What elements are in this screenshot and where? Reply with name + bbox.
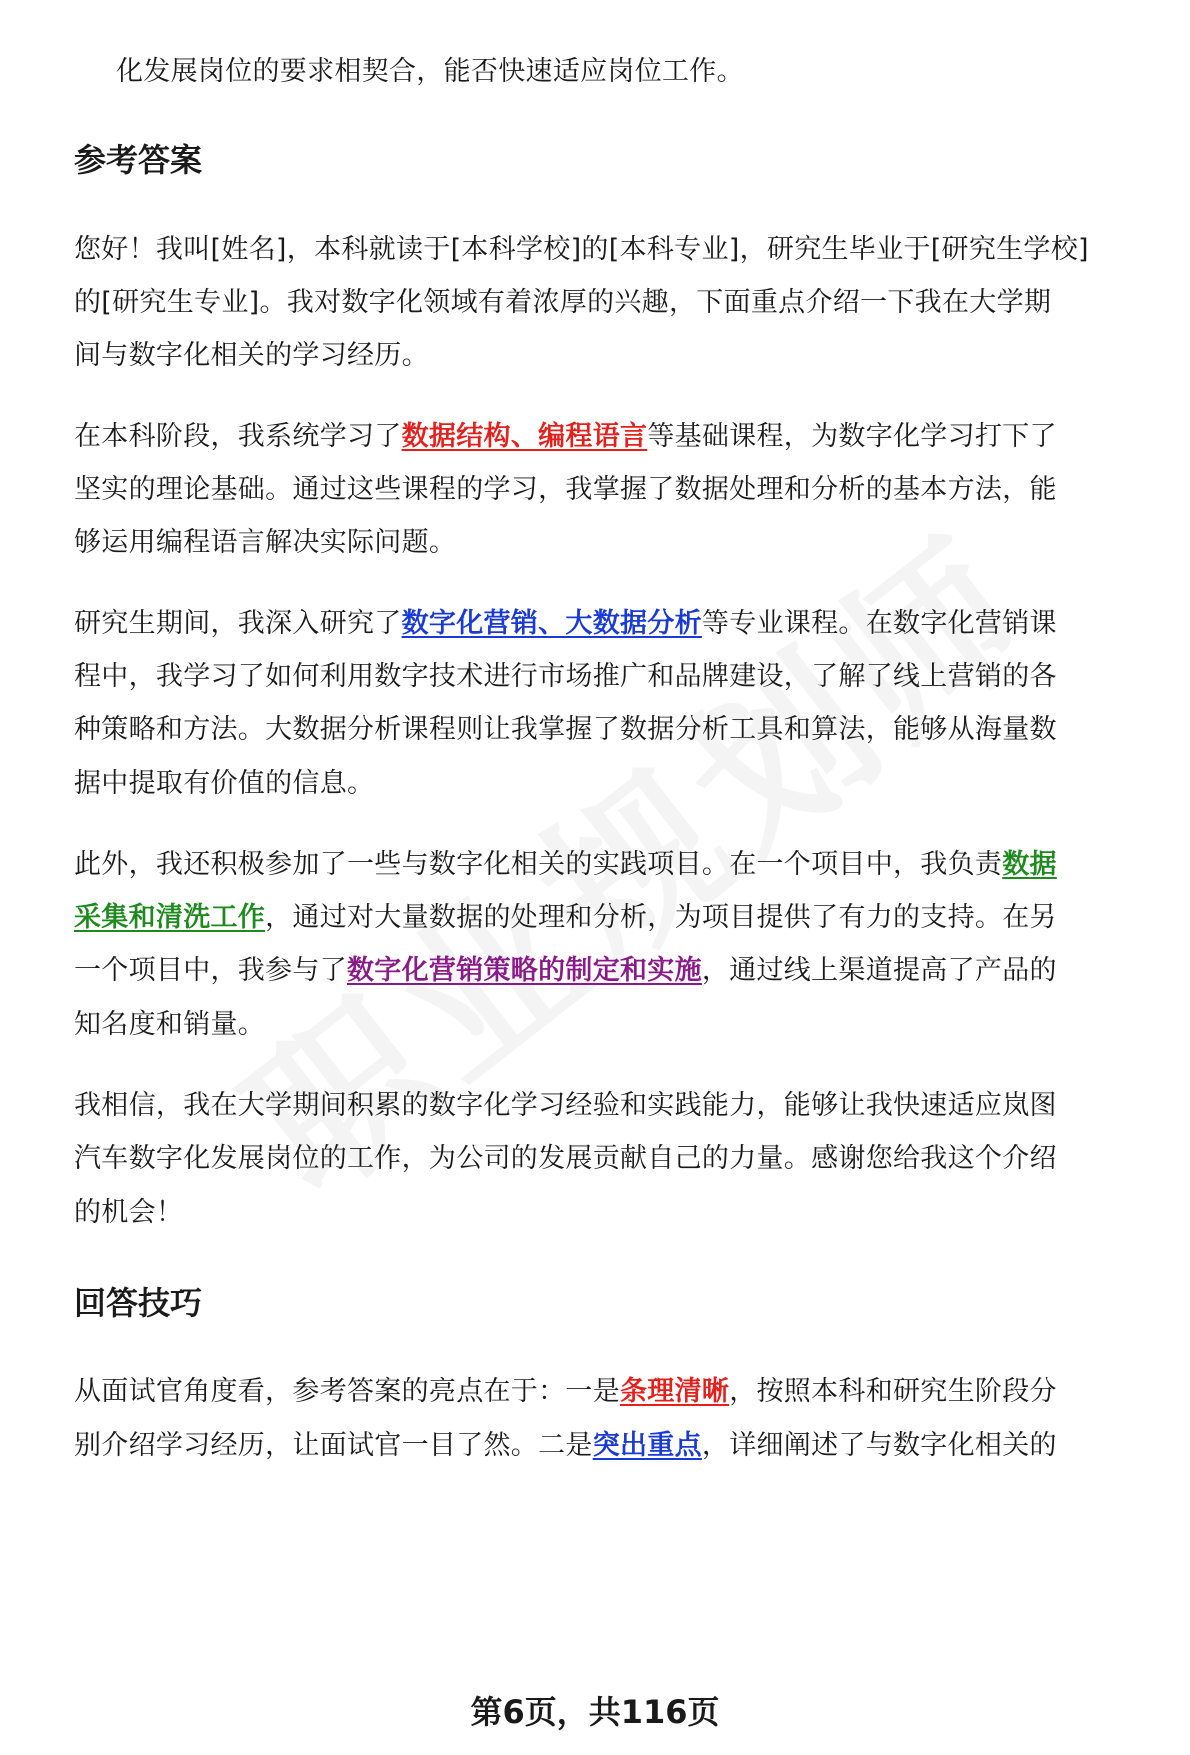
paragraph-line: 间与数字化相关的学习经历。 [74, 340, 429, 371]
watermark [170, 480, 1070, 1180]
text-span: 此外，我还积极参加了一些与数字化相关的实践项目。在一个项目中，我负责 [74, 849, 1003, 880]
text-span: 一个项目中，我参与了 [74, 955, 347, 986]
highlight-data-collection-cont: 采集和清洗工作 [74, 902, 266, 933]
highlight-key-points: 突出重点 [592, 1430, 702, 1461]
text-span: ，详细阐述了与数字化相关的 [701, 1430, 1057, 1461]
text-span: 别介绍学习经历，让面试官一目了然。二是 [74, 1430, 593, 1461]
text-span: 等专业课程。在数字化营销课 [701, 608, 1057, 639]
highlight-clear-structure: 条理清晰 [620, 1376, 730, 1407]
paragraph-line: 您好！我叫[姓名]，本科就读于[本科学校]的[本科专业]，研究生毕业于[研究生学校] [74, 234, 1089, 265]
paragraph-line [74, 1426, 1057, 1466]
section-title-answer-tips: 回答技巧 [74, 1284, 203, 1322]
text-span: 研究生期间，我深入研究了 [74, 608, 402, 639]
section-title-reference-answer: 参考答案 [74, 141, 203, 179]
paragraph-line [74, 604, 1057, 644]
text-span: ，通过对大量数据的处理和分析，为项目提供了有力的支持。在另 [265, 902, 1057, 933]
text-span: 在本科阶段，我系统学习了 [74, 421, 402, 452]
paragraph-line: 的机会！ [74, 1197, 184, 1228]
paragraph-line: 汽车数字化发展岗位的工作，为公司的发展贡献自己的力量。感谢您给我这个介绍 [74, 1143, 1057, 1174]
highlight-data-collection: 数据 [1002, 849, 1057, 880]
text-span: ，按照本科和研究生阶段分 [729, 1376, 1057, 1407]
paragraph-line: 的[研究生专业]。我对数字化领域有着浓厚的兴趣，下面重点介绍一下我在大学期 [74, 287, 1052, 318]
paragraph-line [74, 845, 1057, 885]
highlight-marketing-strategy: 数字化营销策略的制定和实施 [347, 955, 702, 986]
highlight-professional-courses: 数字化营销、大数据分析 [401, 608, 702, 639]
text-span: 等基础课程，为数字化学习打下了 [647, 421, 1057, 452]
paragraph-line: 种策略和方法。大数据分析课程则让我掌握了数据分析工具和算法，能够从海量数 [74, 714, 1057, 745]
paragraph-line: 坚实的理论基础。通过这些课程的学习，我掌握了数据处理和分析的基本方法，能 [74, 474, 1057, 505]
paragraph-line: 我相信，我在大学期间积累的数字化学习经验和实践能力，能够让我快速适应岚图 [74, 1090, 1057, 1121]
paragraph-line: 知名度和销量。 [74, 1009, 266, 1040]
paragraph-line: 程中，我学习了如何利用数字技术进行市场推广和品牌建设，了解了线上营销的各 [74, 661, 1057, 692]
paragraph-line [74, 951, 1057, 991]
paragraph-line [74, 1372, 1057, 1412]
text-span: ，通过线上渠道提高了产品的 [701, 955, 1057, 986]
page-number-footer: 第6页，共116页 [470, 1693, 720, 1731]
paragraph-line [74, 898, 1057, 938]
paragraph-line [74, 417, 1057, 457]
paragraph-line: 够运用编程语言解决实际问题。 [74, 527, 457, 558]
highlight-basic-courses: 数据结构、编程语言 [401, 421, 648, 452]
text-span: 从面试官角度看，参考答案的亮点在于：一是 [74, 1376, 620, 1407]
paragraph-line: 据中提取有价值的信息。 [74, 768, 375, 799]
intro-tail-line: 化发展岗位的要求相契合，能否快速适应岗位工作。 [116, 56, 744, 87]
